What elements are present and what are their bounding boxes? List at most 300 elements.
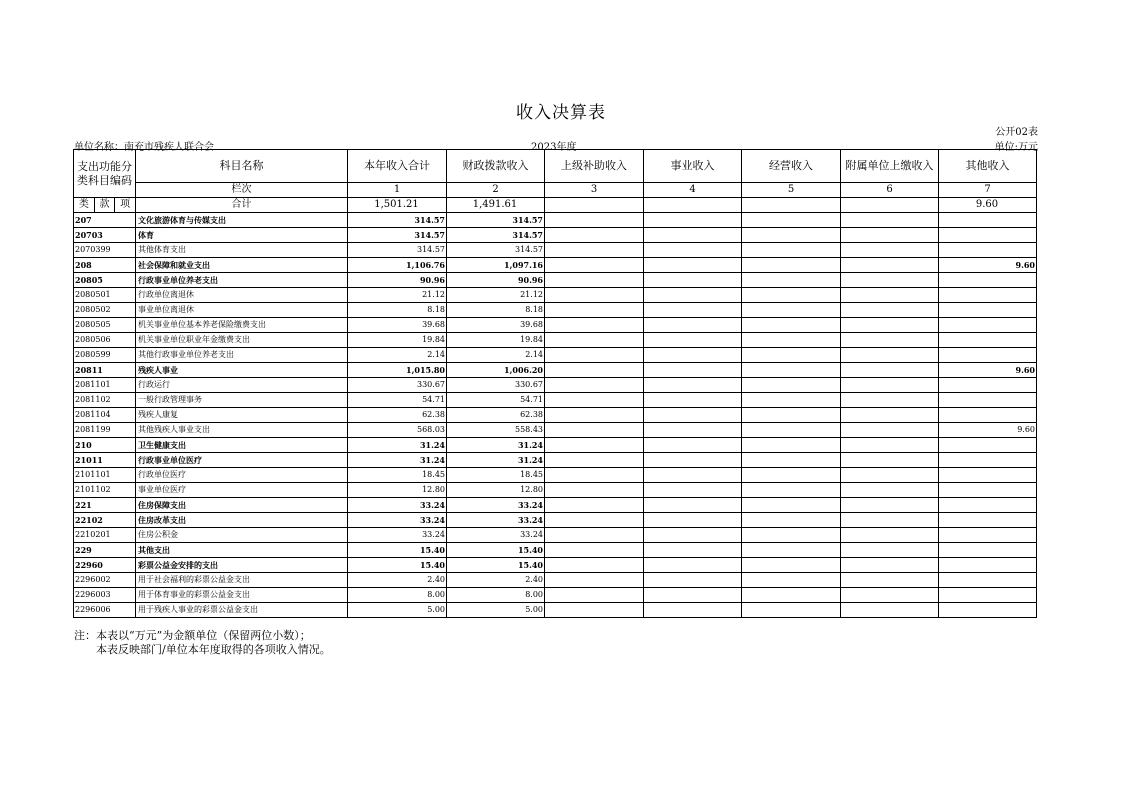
row-value-col-1: 39.68 xyxy=(348,318,447,333)
row-value-col-1: 314.57 xyxy=(348,243,447,258)
row-value-col-7 xyxy=(939,483,1037,498)
table-row xyxy=(74,213,1037,228)
row-value-col-3 xyxy=(545,483,644,498)
row-subject-name: 其他体育支出 xyxy=(136,243,348,258)
row-code: 2080506 xyxy=(74,333,136,348)
row-value-col-7: 9.60 xyxy=(939,423,1037,438)
total-value: 1,491.61 xyxy=(447,198,545,213)
row-subject-name: 其他行政事业单位养老支出 xyxy=(136,348,348,363)
row-value-col-3 xyxy=(545,228,644,243)
row-value-col-2: 31.24 xyxy=(447,438,545,453)
row-subject-name: 用于残疾人事业的彩票公益金支出 xyxy=(136,603,348,618)
row-value-col-6 xyxy=(841,378,939,393)
row-value-col-3 xyxy=(545,303,644,318)
row-value-col-1: 2.14 xyxy=(348,348,447,363)
row-value-col-4 xyxy=(644,573,742,588)
row-value-col-5 xyxy=(742,273,841,288)
row-code: 207 xyxy=(74,213,136,228)
fiscal-year: 2023年度 xyxy=(531,142,577,153)
row-subject-name: 用于体育事业的彩票公益金支出 xyxy=(136,588,348,603)
total-label: 合计 xyxy=(136,198,348,213)
row-value-col-2: 31.24 xyxy=(447,453,545,468)
row-value-col-3 xyxy=(545,408,644,423)
row-value-col-6 xyxy=(841,258,939,273)
row-code: 20811 xyxy=(74,363,136,378)
index-5: 5 xyxy=(742,183,841,198)
row-value-col-2: 33.24 xyxy=(447,513,545,528)
row-value-col-5 xyxy=(742,603,841,618)
row-value-col-3 xyxy=(545,468,644,483)
total-value xyxy=(644,198,742,213)
header-subject-name: 科目名称 xyxy=(136,150,348,183)
row-value-col-6 xyxy=(841,558,939,573)
index-1: 1 xyxy=(348,183,447,198)
header-col-7: 其他收入 xyxy=(939,150,1037,183)
footnote-2: 本表反映部门/单位本年度取得的各项收入情况。 xyxy=(96,643,331,656)
row-value-col-5 xyxy=(742,363,841,378)
row-value-col-6 xyxy=(841,528,939,543)
row-value-col-2: 18.45 xyxy=(447,468,545,483)
row-value-col-5 xyxy=(742,528,841,543)
row-subject-name: 体育 xyxy=(136,228,348,243)
table-row xyxy=(74,513,1037,528)
row-value-col-5 xyxy=(742,318,841,333)
row-value-col-7 xyxy=(939,603,1037,618)
index-3: 3 xyxy=(545,183,644,198)
row-value-col-7 xyxy=(939,273,1037,288)
row-value-col-2: 2.40 xyxy=(447,573,545,588)
row-value-col-6 xyxy=(841,243,939,258)
row-value-col-7 xyxy=(939,588,1037,603)
row-subject-name: 机关事业单位职业年金缴费支出 xyxy=(136,333,348,348)
row-value-col-4 xyxy=(644,483,742,498)
row-value-col-1: 8.00 xyxy=(348,588,447,603)
row-subject-name: 行政事业单位医疗 xyxy=(136,453,348,468)
row-value-col-6 xyxy=(841,468,939,483)
table-row xyxy=(74,378,1037,393)
row-value-col-4 xyxy=(644,588,742,603)
row-subject-name: 其他残疾人事业支出 xyxy=(136,423,348,438)
row-value-col-7 xyxy=(939,333,1037,348)
row-value-col-1: 90.96 xyxy=(348,273,447,288)
row-code: 2101101 xyxy=(74,468,136,483)
row-value-col-2: 12.80 xyxy=(447,483,545,498)
row-subject-name: 事业单位医疗 xyxy=(136,483,348,498)
row-subject-name: 机关事业单位基本养老保险缴费支出 xyxy=(136,318,348,333)
row-value-col-1: 15.40 xyxy=(348,558,447,573)
row-value-col-1: 12.80 xyxy=(348,483,447,498)
table-row xyxy=(74,558,1037,573)
row-subject-name: 卫生健康支出 xyxy=(136,438,348,453)
row-value-col-3 xyxy=(545,363,644,378)
row-value-col-5 xyxy=(742,468,841,483)
row-value-col-7 xyxy=(939,453,1037,468)
row-value-col-5 xyxy=(742,408,841,423)
row-value-col-6 xyxy=(841,318,939,333)
row-value-col-6 xyxy=(841,603,939,618)
row-subject-name: 行政运行 xyxy=(136,378,348,393)
row-value-col-1: 33.24 xyxy=(348,528,447,543)
page-title: 收入决算表 xyxy=(516,103,606,123)
row-value-col-7 xyxy=(939,408,1037,423)
row-value-col-5 xyxy=(742,378,841,393)
row-value-col-1: 33.24 xyxy=(348,513,447,528)
class-subcols xyxy=(74,198,136,213)
table-row xyxy=(74,483,1037,498)
row-value-col-2: 5.00 xyxy=(447,603,545,618)
row-value-col-3 xyxy=(545,288,644,303)
row-value-col-3 xyxy=(545,558,644,573)
form-code: 公开02表 xyxy=(995,127,1038,138)
row-value-col-6 xyxy=(841,513,939,528)
row-value-col-2: 33.24 xyxy=(447,528,545,543)
sub-col-lei: 类 xyxy=(74,198,95,212)
row-value-col-5 xyxy=(742,393,841,408)
header-col-6: 附属单位上缴收入 xyxy=(841,150,939,183)
row-value-col-7 xyxy=(939,573,1037,588)
row-value-col-7 xyxy=(939,318,1037,333)
row-value-col-4 xyxy=(644,423,742,438)
row-value-col-1: 19.84 xyxy=(348,333,447,348)
row-value-col-2: 39.68 xyxy=(447,318,545,333)
row-value-col-4 xyxy=(644,258,742,273)
row-subject-name: 住房保障支出 xyxy=(136,498,348,513)
row-value-col-1: 1,015.80 xyxy=(348,363,447,378)
row-value-col-4 xyxy=(644,363,742,378)
row-value-col-3 xyxy=(545,423,644,438)
row-value-col-7: 9.60 xyxy=(939,363,1037,378)
row-value-col-5 xyxy=(742,453,841,468)
row-code: 20703 xyxy=(74,228,136,243)
row-code: 2080599 xyxy=(74,348,136,363)
row-value-col-5 xyxy=(742,243,841,258)
row-subject-name: 行政单位离退休 xyxy=(136,288,348,303)
row-value-col-3 xyxy=(545,603,644,618)
row-value-col-6 xyxy=(841,273,939,288)
row-value-col-6 xyxy=(841,573,939,588)
row-value-col-1: 5.00 xyxy=(348,603,447,618)
row-value-col-7 xyxy=(939,393,1037,408)
row-value-col-3 xyxy=(545,213,644,228)
row-value-col-4 xyxy=(644,603,742,618)
row-value-col-3 xyxy=(545,243,644,258)
row-value-col-1: 15.40 xyxy=(348,543,447,558)
index-row xyxy=(74,183,1037,198)
table-row xyxy=(74,408,1037,423)
row-value-col-7 xyxy=(939,288,1037,303)
row-code: 2296002 xyxy=(74,573,136,588)
row-value-col-1: 31.24 xyxy=(348,453,447,468)
row-code: 20805 xyxy=(74,273,136,288)
row-value-col-4 xyxy=(644,303,742,318)
row-value-col-2: 314.57 xyxy=(447,228,545,243)
table-row xyxy=(74,348,1037,363)
row-subject-name: 住房改革支出 xyxy=(136,513,348,528)
row-value-col-5 xyxy=(742,288,841,303)
row-value-col-4 xyxy=(644,273,742,288)
row-code: 2080501 xyxy=(74,288,136,303)
row-value-col-4 xyxy=(644,213,742,228)
row-subject-name: 其他支出 xyxy=(136,543,348,558)
row-value-col-1: 18.45 xyxy=(348,468,447,483)
row-subject-name: 残疾人事业 xyxy=(136,363,348,378)
row-code: 221 xyxy=(74,498,136,513)
row-value-col-1: 21.12 xyxy=(348,288,447,303)
row-value-col-4 xyxy=(644,408,742,423)
row-value-col-2: 21.12 xyxy=(447,288,545,303)
table-row xyxy=(74,588,1037,603)
header-col-3: 上级补助收入 xyxy=(545,150,644,183)
total-value xyxy=(742,198,841,213)
total-row xyxy=(74,198,1037,213)
footnote-1: 注：本表以“万元”为金额单位（保留两位小数）； xyxy=(74,629,311,642)
row-value-col-1: 314.57 xyxy=(348,213,447,228)
row-code: 2070399 xyxy=(74,243,136,258)
row-value-col-7 xyxy=(939,513,1037,528)
row-value-col-2: 1,097.16 xyxy=(447,258,545,273)
row-value-col-1: 54.71 xyxy=(348,393,447,408)
row-code: 210 xyxy=(74,438,136,453)
row-value-col-2: 62.38 xyxy=(447,408,545,423)
row-value-col-5 xyxy=(742,228,841,243)
row-value-col-4 xyxy=(644,243,742,258)
row-subject-name: 彩票公益金安排的支出 xyxy=(136,558,348,573)
row-subject-name: 行政单位医疗 xyxy=(136,468,348,483)
row-value-col-4 xyxy=(644,558,742,573)
row-value-col-5 xyxy=(742,513,841,528)
row-value-col-1: 2.40 xyxy=(348,573,447,588)
row-code: 22960 xyxy=(74,558,136,573)
row-value-col-4 xyxy=(644,453,742,468)
row-value-col-5 xyxy=(742,543,841,558)
row-value-col-3 xyxy=(545,318,644,333)
income-table xyxy=(73,149,1037,618)
row-subject-name: 一般行政管理事务 xyxy=(136,393,348,408)
row-value-col-7 xyxy=(939,438,1037,453)
row-value-col-7 xyxy=(939,378,1037,393)
row-code: 2080502 xyxy=(74,303,136,318)
index-7: 7 xyxy=(939,183,1037,198)
row-value-col-6 xyxy=(841,363,939,378)
index-4: 4 xyxy=(644,183,742,198)
row-value-col-2: 1,006.20 xyxy=(447,363,545,378)
row-value-col-3 xyxy=(545,498,644,513)
row-value-col-4 xyxy=(644,543,742,558)
row-value-col-6 xyxy=(841,483,939,498)
row-value-col-4 xyxy=(644,468,742,483)
table-row xyxy=(74,363,1037,378)
sub-col-xiang: 项 xyxy=(120,199,131,210)
table-row xyxy=(74,333,1037,348)
table-row xyxy=(74,528,1037,543)
row-value-col-6 xyxy=(841,228,939,243)
table-row xyxy=(74,303,1037,318)
row-value-col-1: 314.57 xyxy=(348,228,447,243)
row-value-col-6 xyxy=(841,498,939,513)
row-value-col-4 xyxy=(644,528,742,543)
header-col-4: 事业收入 xyxy=(644,150,742,183)
row-value-col-5 xyxy=(742,483,841,498)
row-value-col-7: 9.60 xyxy=(939,258,1037,273)
row-subject-name: 住房公积金 xyxy=(136,528,348,543)
table-row xyxy=(74,243,1037,258)
row-subject-name: 用于社会福利的彩票公益金支出 xyxy=(136,573,348,588)
row-code: 2081104 xyxy=(74,408,136,423)
row-value-col-7 xyxy=(939,348,1037,363)
row-value-col-5 xyxy=(742,348,841,363)
row-value-col-7 xyxy=(939,543,1037,558)
row-value-col-3 xyxy=(545,438,644,453)
table-row xyxy=(74,468,1037,483)
row-code: 2080505 xyxy=(74,318,136,333)
row-value-col-5 xyxy=(742,573,841,588)
row-value-col-6 xyxy=(841,423,939,438)
row-value-col-2: 2.14 xyxy=(447,348,545,363)
row-value-col-7 xyxy=(939,303,1037,318)
row-value-col-6 xyxy=(841,453,939,468)
row-value-col-5 xyxy=(742,258,841,273)
table-row xyxy=(74,288,1037,303)
row-value-col-2: 15.40 xyxy=(447,558,545,573)
row-value-col-2: 8.00 xyxy=(447,588,545,603)
row-value-col-7 xyxy=(939,468,1037,483)
table-row xyxy=(74,438,1037,453)
row-value-col-6 xyxy=(841,588,939,603)
row-value-col-5 xyxy=(742,498,841,513)
row-value-col-3 xyxy=(545,543,644,558)
row-value-col-1: 330.67 xyxy=(348,378,447,393)
row-value-col-6 xyxy=(841,333,939,348)
row-value-col-5 xyxy=(742,303,841,318)
row-value-col-3 xyxy=(545,348,644,363)
row-value-col-2: 90.96 xyxy=(447,273,545,288)
row-value-col-2: 19.84 xyxy=(447,333,545,348)
row-code: 22102 xyxy=(74,513,136,528)
row-value-col-4 xyxy=(644,498,742,513)
row-value-col-4 xyxy=(644,378,742,393)
row-value-col-6 xyxy=(841,408,939,423)
row-value-col-4 xyxy=(644,438,742,453)
total-value xyxy=(841,198,939,213)
row-value-col-1: 568.03 xyxy=(348,423,447,438)
unit-name: 单位名称：南充市残疾人联合会 xyxy=(74,142,214,153)
row-value-col-1: 8.18 xyxy=(348,303,447,318)
total-value xyxy=(545,198,644,213)
row-value-col-3 xyxy=(545,573,644,588)
row-value-col-5 xyxy=(742,588,841,603)
row-value-col-1: 1,106.76 xyxy=(348,258,447,273)
row-value-col-6 xyxy=(841,348,939,363)
row-value-col-4 xyxy=(644,288,742,303)
row-index-label: 栏次 xyxy=(136,183,348,198)
row-value-col-2: 558.43 xyxy=(447,423,545,438)
table-row xyxy=(74,573,1037,588)
row-value-col-3 xyxy=(545,378,644,393)
row-value-col-7 xyxy=(939,243,1037,258)
row-value-col-3 xyxy=(545,528,644,543)
table-row xyxy=(74,393,1037,408)
row-value-col-4 xyxy=(644,513,742,528)
row-value-col-3 xyxy=(545,273,644,288)
total-value: 1,501.21 xyxy=(348,198,447,213)
row-code: 2296003 xyxy=(74,588,136,603)
row-value-col-5 xyxy=(742,213,841,228)
table-row xyxy=(74,603,1037,618)
row-value-col-6 xyxy=(841,288,939,303)
row-code: 2210201 xyxy=(74,528,136,543)
row-value-col-3 xyxy=(545,453,644,468)
row-value-col-2: 8.18 xyxy=(447,303,545,318)
row-value-col-2: 314.57 xyxy=(447,213,545,228)
row-value-col-3 xyxy=(545,588,644,603)
row-value-col-1: 62.38 xyxy=(348,408,447,423)
index-6: 6 xyxy=(841,183,939,198)
money-unit: 单位:万元 xyxy=(994,142,1038,153)
row-value-col-4 xyxy=(644,393,742,408)
table-row xyxy=(74,273,1037,288)
row-value-col-2: 330.67 xyxy=(447,378,545,393)
row-code: 2296006 xyxy=(74,603,136,618)
row-value-col-6 xyxy=(841,213,939,228)
row-code: 2081199 xyxy=(74,423,136,438)
row-code: 21011 xyxy=(74,453,136,468)
table-row xyxy=(74,498,1037,513)
row-value-col-5 xyxy=(742,423,841,438)
header-row xyxy=(74,150,1037,183)
total-value: 9.60 xyxy=(939,198,1037,213)
table-row xyxy=(74,228,1037,243)
row-value-col-3 xyxy=(545,258,644,273)
row-code: 2081102 xyxy=(74,393,136,408)
row-value-col-6 xyxy=(841,303,939,318)
row-value-col-2: 15.40 xyxy=(447,543,545,558)
row-value-col-1: 31.24 xyxy=(348,438,447,453)
header-col-5: 经营收入 xyxy=(742,150,841,183)
table-row xyxy=(74,318,1037,333)
row-value-col-4 xyxy=(644,228,742,243)
row-value-col-2: 54.71 xyxy=(447,393,545,408)
row-value-col-5 xyxy=(742,333,841,348)
row-value-col-1: 33.24 xyxy=(348,498,447,513)
table-row xyxy=(74,258,1037,273)
row-value-col-4 xyxy=(644,348,742,363)
table-row xyxy=(74,423,1037,438)
row-value-col-3 xyxy=(545,393,644,408)
row-code: 2081101 xyxy=(74,378,136,393)
row-subject-name: 事业单位离退休 xyxy=(136,303,348,318)
row-subject-name: 残疾人康复 xyxy=(136,408,348,423)
row-value-col-6 xyxy=(841,393,939,408)
header-code: 支出功能分类科目编码 xyxy=(74,150,136,198)
row-value-col-3 xyxy=(545,333,644,348)
row-value-col-6 xyxy=(841,543,939,558)
row-subject-name: 文化旅游体育与传媒支出 xyxy=(136,213,348,228)
row-code: 229 xyxy=(74,543,136,558)
row-value-col-4 xyxy=(644,318,742,333)
header-col-2: 财政拨款收入 xyxy=(447,150,545,183)
row-value-col-5 xyxy=(742,558,841,573)
sub-col-kuan: 款 xyxy=(95,198,116,212)
row-code: 208 xyxy=(74,258,136,273)
row-value-col-7 xyxy=(939,228,1037,243)
row-value-col-7 xyxy=(939,528,1037,543)
table-row xyxy=(74,543,1037,558)
row-value-col-3 xyxy=(545,513,644,528)
row-value-col-5 xyxy=(742,438,841,453)
row-value-col-4 xyxy=(644,333,742,348)
row-value-col-2: 33.24 xyxy=(447,498,545,513)
row-value-col-2: 314.57 xyxy=(447,243,545,258)
